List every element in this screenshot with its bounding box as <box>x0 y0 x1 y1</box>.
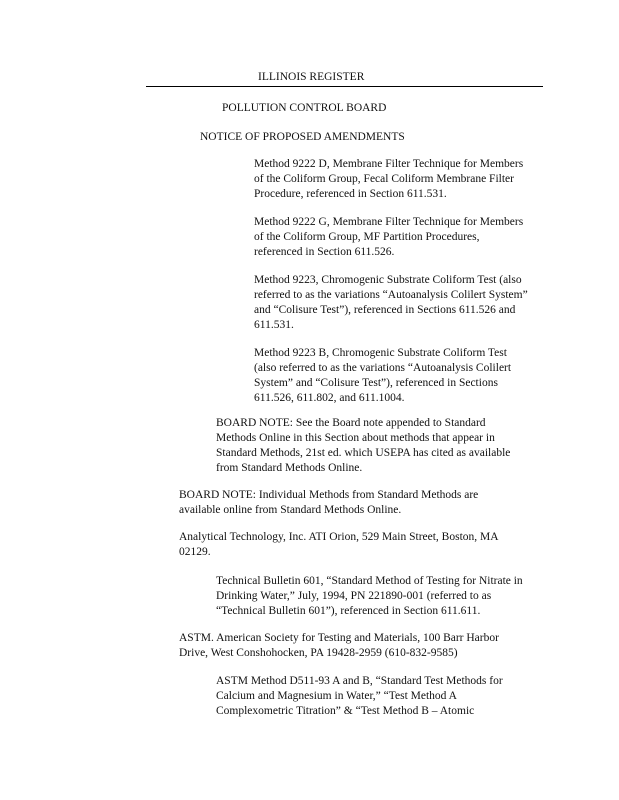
text-line: Complexometric Titration” & “Test Method B – Atomic <box>216 705 475 717</box>
text-line: of the Coliform Group, MF Partition Procedures, <box>254 231 480 243</box>
board-title: POLLUTION CONTROL BOARD <box>222 102 387 114</box>
astm-d511-paragraph <box>216 674 503 719</box>
text-line: 611.526, 611.802, and 611.1004. <box>254 392 405 404</box>
text-line: Drinking Water,” July, 1994, PN 221890-001 (referred to as <box>216 590 492 602</box>
text-line: Calcium and Magnesium in Water,” “Test Method A <box>216 690 457 702</box>
method-9223b-paragraph <box>254 346 511 406</box>
text-line: “Technical Bulletin 601”), referenced in Section 611.611. <box>216 605 481 617</box>
text-line: ASTM Method D511-93 A and B, “Standard Test Methods for <box>216 675 503 687</box>
text-line: 611.531. <box>254 319 294 331</box>
text-line: ASTM. American Society for Testing and Materials, 100 Barr Harbor <box>179 632 499 644</box>
technical-bulletin-paragraph <box>216 574 523 619</box>
text-line: of the Coliform Group, Fecal Coliform Membrane Filter <box>254 173 514 185</box>
text-line: Analytical Technology, Inc. ATI Orion, 529 Main Street, Boston, MA <box>179 531 499 543</box>
method-9222g-paragraph <box>254 215 523 260</box>
text-line: available online from Standard Methods Online. <box>179 504 402 516</box>
text-line: Methods Online in this Section about methods that appear in <box>216 432 495 444</box>
method-9223-paragraph <box>254 273 528 333</box>
analytical-technology-paragraph <box>179 530 499 560</box>
board-note-individual-methods <box>179 488 478 518</box>
text-line: Method 9223, Chromogenic Substrate Coliform Test (also <box>254 274 522 286</box>
text-line: Method 9222 G, Membrane Filter Technique for Members <box>254 216 524 228</box>
header-rule <box>146 86 543 87</box>
board-note-standard-methods <box>216 416 510 476</box>
method-9222d-paragraph <box>254 157 523 202</box>
text-line: BOARD NOTE: Individual Methods from Standard Methods are <box>179 489 479 501</box>
astm-paragraph <box>179 631 499 661</box>
text-line: 02129. <box>179 546 211 558</box>
text-line: System” and “Colisure Test”), referenced in Sections <box>254 377 498 389</box>
register-title: ILLINOIS REGISTER <box>258 71 365 83</box>
text-line: Method 9223 B, Chromogenic Substrate Coliform Test <box>254 347 507 359</box>
text-line: Method 9222 D, Membrane Filter Technique for Members <box>254 158 524 170</box>
text-line: Procedure, referenced in Section 611.531. <box>254 188 447 200</box>
text-line: referred to as the variations “Autoanalysis Colilert System” <box>254 289 528 301</box>
text-line: Drive, West Conshohocken, PA 19428-2959 (610-832-9585) <box>179 647 458 659</box>
text-line: BOARD NOTE: See the Board note appended to Standard <box>216 417 486 429</box>
text-line: referenced in Section 611.526. <box>254 246 395 258</box>
text-line: (also referred to as the variations “Autoanalysis Colilert <box>254 362 512 374</box>
text-line: Technical Bulletin 601, “Standard Method of Testing for Nitrate in <box>216 575 523 587</box>
text-line: and “Colisure Test”), referenced in Sections 611.526 and <box>254 304 516 316</box>
notice-title: NOTICE OF PROPOSED AMENDMENTS <box>200 131 405 143</box>
text-line: from Standard Methods Online. <box>216 462 363 474</box>
text-line: Standard Methods, 21st ed. which USEPA has cited as available <box>216 447 511 459</box>
